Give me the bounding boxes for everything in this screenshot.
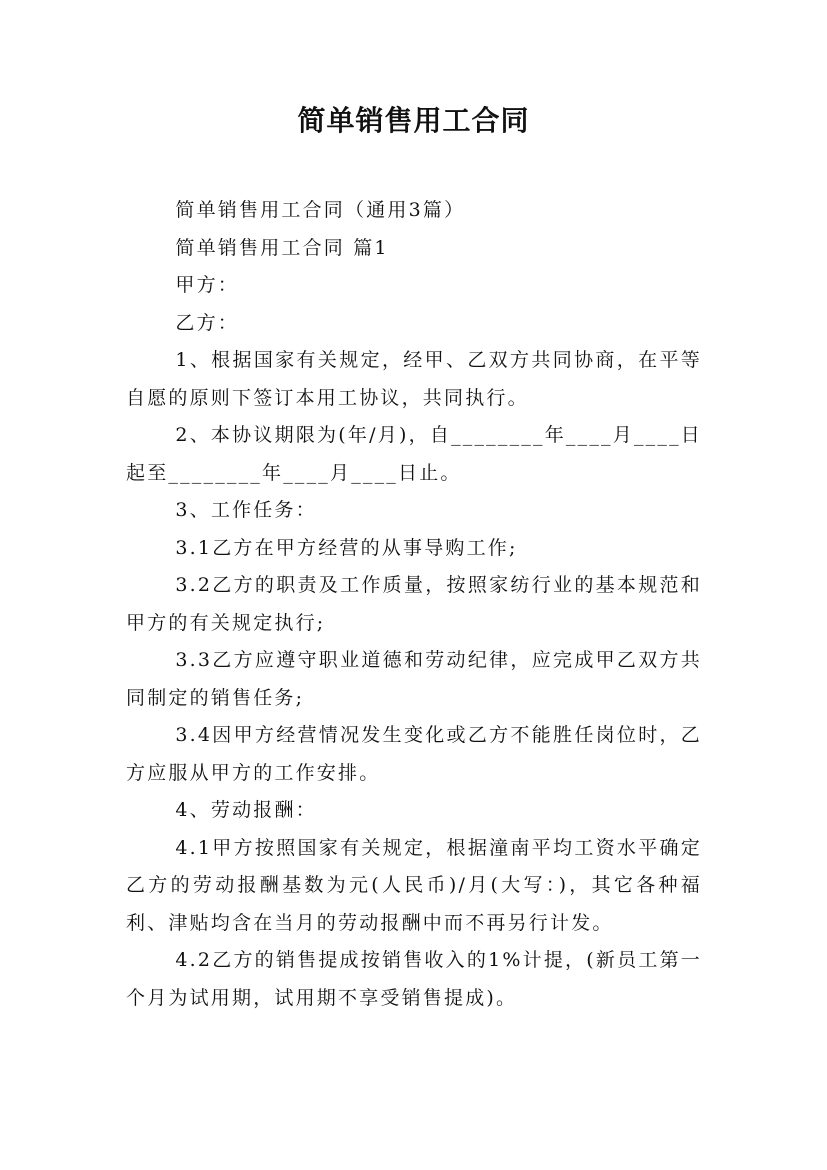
paragraph-clause-3: 3、工作任务： xyxy=(175,499,317,521)
paragraph-clause-1: 1、根据国家有关规定，经甲、乙双方共同协商，在平等自愿的原则下签订本用工协议，共同执行。 xyxy=(126,349,702,409)
document-body xyxy=(126,192,702,1017)
paragraph-section-heading: 简单销售用工合同 篇1 xyxy=(175,236,389,259)
paragraph-subtitle: 简单销售用工合同（通用3篇） xyxy=(175,199,466,221)
paragraph-clause-4-1: 4.1甲方按照国家有关规定，根据潼南平均工资水平确定乙方的劳动报酬基数为元(人民币)/月(大写：)，其它各种福利、津贴均含在当月的劳动报酬中而不再另行计发。 xyxy=(126,836,702,934)
paragraph-clause-3-4: 3.4因甲方经营情况发生变化或乙方不能胜任岗位时，乙方应服从甲方的工作安排。 xyxy=(126,724,702,784)
paragraph-clause-3-2: 3.2乙方的职责及工作质量，按照家纺行业的基本规范和甲方的有关规定执行; xyxy=(126,574,702,634)
paragraph-party-b: 乙方： xyxy=(175,311,239,334)
paragraph-clause-4: 4、劳动报酬： xyxy=(175,799,317,821)
paragraph-clause-3-3: 3.3乙方应遵守职业道德和劳动纪律，应完成甲乙双方共同制定的销售任务; xyxy=(126,649,702,709)
paragraph-clause-4-2: 4.2乙方的销售提成按销售收入的1%计提，(新员工第一个月为试用期，试用期不享受销售提成)。 xyxy=(126,949,702,1009)
paragraph-clause-2: 2、本协议期限为(年/月)，自________年____月____日起至________年____月____日止。 xyxy=(126,424,702,484)
document-title: 简单销售用工合同 xyxy=(297,104,530,137)
paragraph-clause-3-1: 3.1乙方在甲方经营的从事导购工作; xyxy=(175,536,518,559)
paragraph-party-a: 甲方： xyxy=(175,274,239,296)
